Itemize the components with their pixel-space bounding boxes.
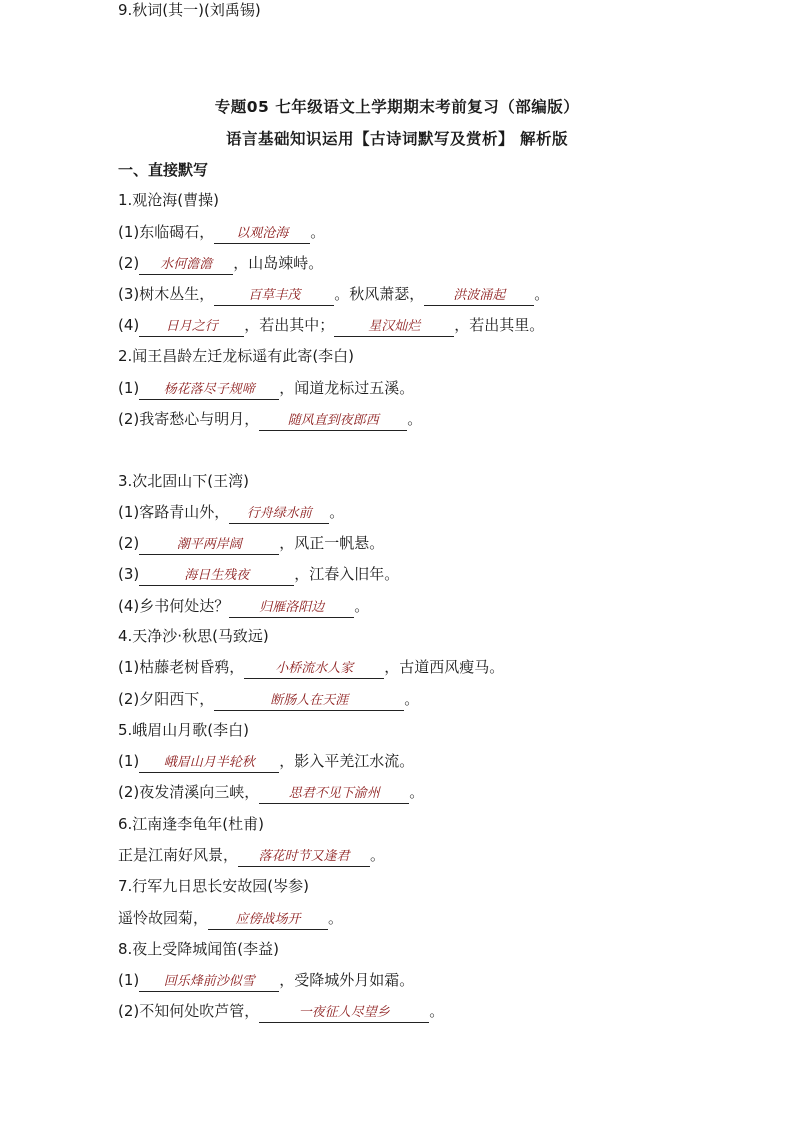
prompt-text: 。 [407,410,423,428]
answer-blank[interactable]: 洪波涌起 [424,287,534,306]
answer-blank[interactable]: 水何澹澹 [139,256,233,275]
fill-blank-line [118,222,325,244]
answer-blank[interactable]: 应傍战场开 [208,911,328,930]
fill-blank-line [118,908,343,930]
prompt-text: 。 [370,846,386,864]
poem-heading: 6.江南逢李龟年(杜甫) [118,815,265,833]
answer-blank[interactable]: 思君不见下渝州 [259,785,409,804]
prompt-text: (2)夕阳西下， [118,690,215,708]
answer-blank[interactable]: 归雁洛阳边 [229,599,354,618]
prompt-text: ，闻道龙标过五溪。 [279,379,415,397]
answer-blank[interactable]: 小桥流水人家 [244,660,384,679]
fill-blank-line [118,845,385,867]
prompt-text: 。 [409,783,425,801]
answer-blank[interactable]: 潮平两岸阔 [139,536,279,555]
answer-blank[interactable]: 落花时节又逢君 [238,848,370,867]
prompt-text: (2) [118,534,140,552]
prompt-text: 。 [354,597,370,615]
prompt-text: 。 [404,690,420,708]
prompt-text: (1) [118,379,140,397]
answer-blank[interactable]: 以观沧海 [214,225,310,244]
poem-heading: 5.峨眉山月歌(李白) [118,721,250,739]
fill-blank-line [118,533,384,555]
fill-blank-line [118,751,414,773]
prompt-text: ，受降城外月如霜。 [279,971,415,989]
poem-heading: 2.闻王昌龄左迁龙标遥有此寄(李白) [118,347,355,365]
prompt-text: 。 [310,223,326,241]
prompt-text: (3)树木丛生， [118,285,215,303]
prompt-text: (2) [118,254,140,272]
prompt-text: ，江春入旧年。 [294,565,400,583]
answer-blank[interactable]: 回乐烽前沙似雪 [139,973,279,992]
answer-blank[interactable]: 一夜征人尽望乡 [259,1004,429,1023]
fill-blank-line [118,564,399,586]
prompt-text: (2)不知何处吹芦管， [118,1002,260,1020]
prompt-text: 。秋风萧瑟， [334,285,425,303]
prompt-text: (3) [118,565,140,583]
answer-blank[interactable]: 海日生残夜 [139,567,294,586]
prompt-text: 遥怜故园菊， [118,909,209,927]
fill-blank-line [118,1001,444,1023]
fill-blank-line [118,315,544,337]
section-heading: 一、直接默写 [118,161,209,179]
prompt-text: ，古道西风瘦马。 [384,658,505,676]
prompt-text: 。 [329,503,345,521]
prompt-text: 。 [328,909,344,927]
prompt-text: ，山岛竦峙。 [233,254,324,272]
prompt-text: (4) [118,316,140,334]
fill-blank-line [118,657,504,679]
prompt-text: (1)东临碣石， [118,223,215,241]
fill-blank-line [118,502,344,524]
prompt-text: ，若出其中； [244,316,335,334]
prompt-text: ，若出其里。 [454,316,545,334]
prompt-text: 。 [429,1002,445,1020]
answer-blank[interactable]: 行舟绿水前 [229,505,329,524]
prompt-text: (1)枯藤老树昏鸦， [118,658,245,676]
answer-blank[interactable]: 随风直到夜郎西 [259,412,407,431]
prompt-text: ，风正一帆悬。 [279,534,385,552]
prompt-text: (2)我寄愁心与明月， [118,410,260,428]
fill-blank-line [118,970,414,992]
prompt-text: (1)客路青山外， [118,503,230,521]
prompt-text: (1) [118,971,140,989]
poem-heading: 1.观沧海(曹操) [118,191,220,209]
prompt-text: 正是江南好风景， [118,846,239,864]
document-subtitle: 语言基础知识运用【古诗词默写及赏析】 解析版 [226,130,568,148]
answer-blank[interactable]: 断肠人在天涯 [214,692,404,711]
poem-heading: 8.夜上受降城闻笛(李益) [118,940,280,958]
prompt-text: (1) [118,752,140,770]
poem-heading: 7.行军九日思长安故园(岑参) [118,877,310,895]
answer-blank[interactable]: 杨花落尽子规啼 [139,381,279,400]
answer-blank[interactable]: 峨眉山月半轮秋 [139,754,279,773]
answer-blank[interactable]: 星汉灿烂 [334,318,454,337]
answer-blank[interactable]: 日月之行 [139,318,244,337]
prompt-text: 。 [534,285,550,303]
fill-blank-line [118,409,422,431]
prompt-text: (4)乡书何处达？ [118,597,230,615]
fill-blank-line [118,782,424,804]
fill-blank-line [118,378,414,400]
fill-blank-line [118,253,323,275]
poem-heading: 9.秋词(其一)(刘禹锡) [118,1,261,19]
prompt-text: (2)夜发清溪向三峡， [118,783,260,801]
fill-blank-line [118,689,419,711]
document-title: 专题05 七年级语文上学期期末考前复习（部编版） [214,98,580,116]
answer-blank[interactable]: 百草丰茂 [214,287,334,306]
poem-heading: 3.次北固山下(王湾) [118,472,250,490]
fill-blank-line [118,596,369,618]
poem-heading: 4.天净沙·秋思(马致远) [118,627,269,645]
fill-blank-line [118,284,549,306]
prompt-text: ，影入平羌江水流。 [279,752,415,770]
